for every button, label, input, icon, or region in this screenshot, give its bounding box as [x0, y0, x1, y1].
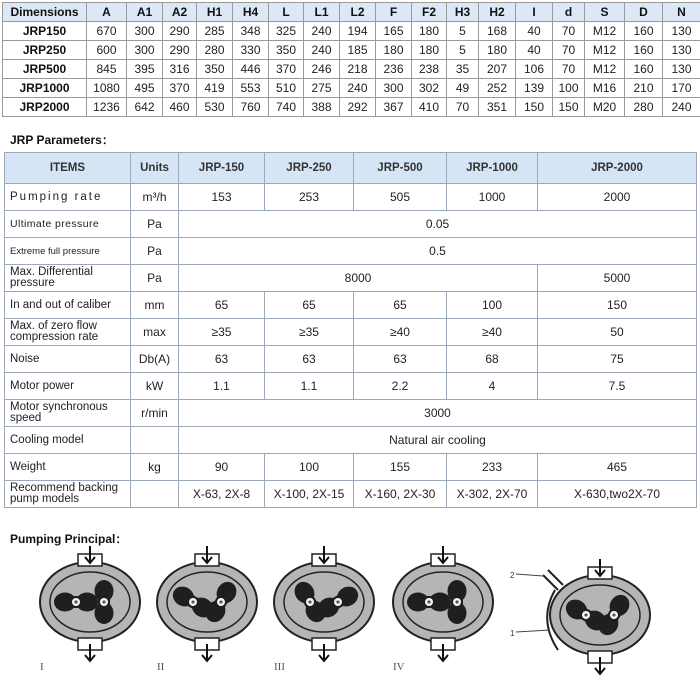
- dimension-value-cell: 530: [197, 98, 233, 117]
- parameter-value-cell: 65: [265, 292, 354, 319]
- parameter-value-cell: X-302, 2X-70: [447, 481, 538, 508]
- parameter-value-cell: 0.5: [179, 238, 697, 265]
- dimension-value-cell: M12: [585, 60, 625, 79]
- parameter-value-cell: 65: [179, 292, 265, 319]
- parameter-row: [5, 211, 697, 238]
- dimension-value-cell: 1236: [87, 98, 127, 117]
- dimension-value-cell: 150: [516, 98, 553, 117]
- dimension-value-cell: 670: [87, 22, 127, 41]
- relief-valve-icon: [543, 570, 563, 590]
- dimension-value-cell: 280: [197, 41, 233, 60]
- parameter-row: [5, 184, 697, 211]
- dimension-value-cell: 236: [376, 60, 412, 79]
- dimension-value-cell: 168: [479, 22, 516, 41]
- parameter-value-cell: 100: [447, 292, 538, 319]
- parameter-value-cell: 100: [265, 454, 354, 481]
- stage-roman-label: II: [157, 661, 165, 673]
- parameter-unit-cell: Db(A): [131, 346, 179, 373]
- parameter-header-cell: Units: [131, 153, 179, 184]
- dimension-value-cell: 316: [163, 60, 197, 79]
- pump-stage-diagram: [147, 542, 269, 664]
- dimension-value-cell: 130: [663, 22, 700, 41]
- parameter-unit-cell: r/min: [131, 400, 179, 427]
- parameter-value-cell: 63: [354, 346, 447, 373]
- model-name-cell: JRP2000: [3, 98, 87, 117]
- dimension-value-cell: 240: [304, 41, 340, 60]
- parameter-label-cell: Pumping rate: [5, 184, 131, 211]
- parameter-row: [5, 373, 697, 400]
- dimension-header-cell: d: [553, 3, 585, 22]
- parameter-value-cell: 8000: [179, 265, 538, 292]
- callout-number: 2: [510, 571, 515, 580]
- parameter-value-cell: 253: [265, 184, 354, 211]
- dimension-value-cell: 180: [376, 41, 412, 60]
- dimension-value-cell: 460: [163, 98, 197, 117]
- parameter-header-cell: ITEMS: [5, 153, 131, 184]
- dimension-header-cell: I: [516, 3, 553, 22]
- parameter-value-cell: 233: [447, 454, 538, 481]
- dimension-value-cell: 185: [340, 41, 376, 60]
- parameter-value-cell: 2000: [538, 184, 697, 211]
- dimension-value-cell: 285: [197, 22, 233, 41]
- parameters-table: [4, 152, 697, 508]
- dimension-header-cell: N: [663, 3, 700, 22]
- parameter-value-cell: ≥35: [265, 319, 354, 346]
- dimension-value-cell: 395: [127, 60, 163, 79]
- dimension-value-cell: 130: [663, 60, 700, 79]
- parameter-header-cell: JRP-250: [265, 153, 354, 184]
- parameter-value-cell: 63: [179, 346, 265, 373]
- dimension-value-cell: 1080: [87, 79, 127, 98]
- dimension-value-cell: 238: [412, 60, 447, 79]
- parameter-value-cell: 2.2: [354, 373, 447, 400]
- parameter-label-cell: In and out of caliber: [5, 292, 131, 319]
- dimension-value-cell: 446: [233, 60, 269, 79]
- parameter-label-cell: Motor power: [5, 373, 131, 400]
- parameter-value-cell: ≥35: [179, 319, 265, 346]
- dimension-value-cell: 410: [412, 98, 447, 117]
- parameter-label-cell: Noise: [5, 346, 131, 373]
- parameter-unit-cell: Pa: [131, 211, 179, 238]
- parameter-header-cell: JRP-1000: [447, 153, 538, 184]
- dimension-header-cell: A1: [127, 3, 163, 22]
- model-name-cell: JRP150: [3, 22, 87, 41]
- dimension-value-cell: 845: [87, 60, 127, 79]
- parameter-value-cell: 153: [179, 184, 265, 211]
- parameter-label-cell: Motor synchronous speed: [5, 400, 131, 427]
- parameter-unit-cell: m³/h: [131, 184, 179, 211]
- dimension-value-cell: 40: [516, 41, 553, 60]
- dimension-value-cell: 165: [376, 22, 412, 41]
- pump-stage-diagram: [30, 542, 152, 664]
- dimension-value-cell: 290: [163, 22, 197, 41]
- parameter-value-cell: 63: [265, 346, 354, 373]
- parameter-value-cell: 68: [447, 346, 538, 373]
- dimension-value-cell: 170: [663, 79, 700, 98]
- parameter-value-cell: X-100, 2X-15: [265, 481, 354, 508]
- stage-roman-label: III: [274, 661, 285, 673]
- dimension-value-cell: 350: [197, 60, 233, 79]
- dimension-value-cell: 740: [269, 98, 304, 117]
- dimension-value-cell: 350: [269, 41, 304, 60]
- parameter-label-cell: Recommend backing pump models: [5, 481, 131, 508]
- parameter-row: [5, 400, 697, 427]
- dimension-value-cell: 180: [412, 22, 447, 41]
- parameter-unit-cell: kW: [131, 373, 179, 400]
- parameter-row: [5, 265, 697, 292]
- parameter-label-cell: Max. of zero flow compression rate: [5, 319, 131, 346]
- stage-roman-label: IV: [393, 661, 405, 673]
- parameter-unit-cell: Pa: [131, 265, 179, 292]
- dimension-value-cell: M16: [585, 79, 625, 98]
- dimension-row: [3, 41, 700, 60]
- parameter-label-cell: Ultimate pressure: [5, 211, 131, 238]
- dimension-value-cell: 160: [625, 60, 663, 79]
- parameter-value-cell: ≥40: [354, 319, 447, 346]
- parameter-header-cell: JRP-150: [179, 153, 265, 184]
- parameter-value-cell: Natural air cooling: [179, 427, 697, 454]
- pump-stage-diagram: [264, 542, 386, 664]
- dimension-header-cell: F: [376, 3, 412, 22]
- parameter-value-cell: 65: [354, 292, 447, 319]
- callout-line: [516, 630, 550, 632]
- params-heading: JRP Parameters：: [10, 133, 114, 147]
- dimension-value-cell: 160: [625, 41, 663, 60]
- model-name-cell: JRP250: [3, 41, 87, 60]
- dimension-value-cell: 553: [233, 79, 269, 98]
- parameter-value-cell: 90: [179, 454, 265, 481]
- dimension-header-cell: F2: [412, 3, 447, 22]
- dimension-value-cell: 290: [163, 41, 197, 60]
- callout-number: 1: [510, 629, 515, 638]
- dimension-header-cell: L1: [304, 3, 340, 22]
- dimensions-table: [2, 2, 700, 117]
- dimension-row: [3, 79, 700, 98]
- parameter-unit-cell: kg: [131, 454, 179, 481]
- dimension-value-cell: 218: [340, 60, 376, 79]
- parameter-header-cell: JRP-2000: [538, 153, 697, 184]
- dimension-value-cell: 70: [553, 22, 585, 41]
- dimension-header-cell: L: [269, 3, 304, 22]
- parameter-row: [5, 292, 697, 319]
- dimension-value-cell: 210: [625, 79, 663, 98]
- dimension-header-cell: H3: [447, 3, 479, 22]
- dimension-value-cell: 760: [233, 98, 269, 117]
- dimension-value-cell: 300: [127, 41, 163, 60]
- parameter-label-cell: Weight: [5, 454, 131, 481]
- parameter-unit-cell: max: [131, 319, 179, 346]
- dimension-value-cell: 325: [269, 22, 304, 41]
- parameter-label-cell: Max. Differential pressure: [5, 265, 131, 292]
- parameter-value-cell: 3000: [179, 400, 697, 427]
- pump-annotated-diagram: [510, 550, 680, 685]
- dimension-value-cell: 106: [516, 60, 553, 79]
- dimensions-header-row: [3, 3, 700, 22]
- parameter-value-cell: 150: [538, 292, 697, 319]
- dimension-header-cell: H4: [233, 3, 269, 22]
- dimension-value-cell: 275: [304, 79, 340, 98]
- dimension-value-cell: 600: [87, 41, 127, 60]
- parameter-value-cell: 1.1: [265, 373, 354, 400]
- dimension-header-cell: D: [625, 3, 663, 22]
- dimension-value-cell: 240: [304, 22, 340, 41]
- parameter-label-cell: Extreme full pressure: [5, 238, 131, 265]
- dimension-value-cell: 300: [376, 79, 412, 98]
- dimension-value-cell: 642: [127, 98, 163, 117]
- dimension-value-cell: 367: [376, 98, 412, 117]
- dimension-value-cell: 351: [479, 98, 516, 117]
- dimension-value-cell: 70: [553, 41, 585, 60]
- model-name-cell: JRP1000: [3, 79, 87, 98]
- dimension-value-cell: 246: [304, 60, 340, 79]
- parameter-value-cell: 50: [538, 319, 697, 346]
- parameter-unit-cell: [131, 481, 179, 508]
- dimension-header-cell: A2: [163, 3, 197, 22]
- dimension-value-cell: 5: [447, 41, 479, 60]
- dimension-value-cell: 130: [663, 41, 700, 60]
- dimension-value-cell: 5: [447, 22, 479, 41]
- dimension-header-cell: L2: [340, 3, 376, 22]
- parameter-value-cell: 4: [447, 373, 538, 400]
- dimension-row: [3, 22, 700, 41]
- model-name-cell: JRP500: [3, 60, 87, 79]
- parameter-row: [5, 454, 697, 481]
- parameter-row: [5, 238, 697, 265]
- dimension-value-cell: 370: [269, 60, 304, 79]
- dimension-header-cell: Dimensions: [3, 3, 87, 22]
- dimension-value-cell: 150: [553, 98, 585, 117]
- parameter-value-cell: 505: [354, 184, 447, 211]
- principal-heading: Pumping Principal：: [10, 532, 128, 546]
- parameter-unit-cell: Pa: [131, 238, 179, 265]
- dimension-value-cell: 240: [340, 79, 376, 98]
- dimension-value-cell: 510: [269, 79, 304, 98]
- parameter-value-cell: 465: [538, 454, 697, 481]
- dimension-header-cell: H2: [479, 3, 516, 22]
- dimension-header-cell: A: [87, 3, 127, 22]
- parameter-value-cell: X-630,two2X-70: [538, 481, 697, 508]
- callout-line: [516, 574, 543, 576]
- parameter-label-cell: Cooling model: [5, 427, 131, 454]
- parameter-value-cell: ≥40: [447, 319, 538, 346]
- parameter-unit-cell: mm: [131, 292, 179, 319]
- dimension-value-cell: 207: [479, 60, 516, 79]
- dimension-value-cell: 302: [412, 79, 447, 98]
- dimension-value-cell: 70: [447, 98, 479, 117]
- dimension-header-cell: H1: [197, 3, 233, 22]
- dimension-row: [3, 60, 700, 79]
- parameter-value-cell: 1.1: [179, 373, 265, 400]
- dimension-value-cell: 35: [447, 60, 479, 79]
- dimension-value-cell: 419: [197, 79, 233, 98]
- dimension-value-cell: 139: [516, 79, 553, 98]
- dimension-value-cell: 280: [625, 98, 663, 117]
- dimension-value-cell: M12: [585, 22, 625, 41]
- dimension-value-cell: 495: [127, 79, 163, 98]
- parameter-row: [5, 481, 697, 508]
- parameter-value-cell: X-160, 2X-30: [354, 481, 447, 508]
- pump-stage-diagram: [383, 542, 505, 664]
- dimension-value-cell: 180: [412, 41, 447, 60]
- dimension-value-cell: 370: [163, 79, 197, 98]
- parameter-value-cell: 1000: [447, 184, 538, 211]
- dimension-value-cell: 160: [625, 22, 663, 41]
- stage-roman-label: I: [40, 661, 44, 673]
- dimension-value-cell: M12: [585, 41, 625, 60]
- dimension-value-cell: 70: [553, 60, 585, 79]
- dimension-value-cell: 194: [340, 22, 376, 41]
- parameter-value-cell: 155: [354, 454, 447, 481]
- parameter-row: [5, 319, 697, 346]
- parameter-value-cell: 5000: [538, 265, 697, 292]
- parameter-value-cell: 0.05: [179, 211, 697, 238]
- dimension-value-cell: M20: [585, 98, 625, 117]
- dimension-value-cell: 49: [447, 79, 479, 98]
- dimension-value-cell: 348: [233, 22, 269, 41]
- dimension-value-cell: 388: [304, 98, 340, 117]
- dimension-value-cell: 292: [340, 98, 376, 117]
- parameter-row: [5, 427, 697, 454]
- dimension-value-cell: 330: [233, 41, 269, 60]
- dimension-value-cell: 40: [516, 22, 553, 41]
- dimension-value-cell: 300: [127, 22, 163, 41]
- parameter-row: [5, 346, 697, 373]
- dimension-header-cell: S: [585, 3, 625, 22]
- dimension-value-cell: 180: [479, 41, 516, 60]
- dimension-value-cell: 100: [553, 79, 585, 98]
- parameter-value-cell: 7.5: [538, 373, 697, 400]
- dimension-row: [3, 98, 700, 117]
- parameters-header-row: [5, 153, 697, 184]
- pumping-principal-diagrams: [0, 550, 700, 687]
- dimension-value-cell: 252: [479, 79, 516, 98]
- dimension-value-cell: 240: [663, 98, 700, 117]
- parameter-value-cell: 75: [538, 346, 697, 373]
- parameter-unit-cell: [131, 427, 179, 454]
- parameter-value-cell: X-63, 2X-8: [179, 481, 265, 508]
- parameter-header-cell: JRP-500: [354, 153, 447, 184]
